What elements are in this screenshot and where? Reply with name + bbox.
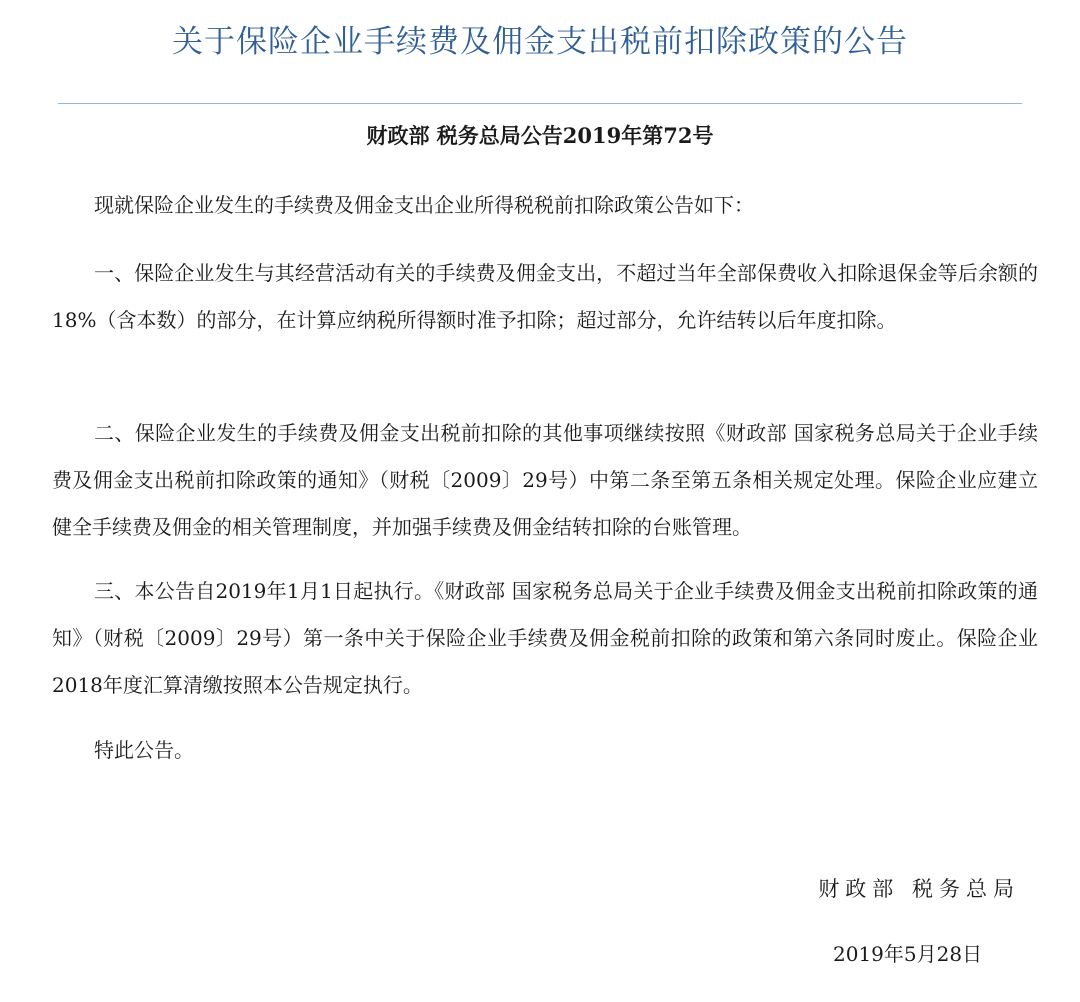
article-2-paragraph: 二、保险企业发生的手续费及佣金支出税前扣除的其他事项继续按照《财政部 国家税务总局关于企业手续费及佣金支出税前扣除政策的通知》（财税〔2009〕29号）中第二条至第五条相关规定处理。保险企业应建立健全手续费及佣金的相关管理制度，并加强手续费及佣金结转扣除的台账管理。 bbox=[52, 421, 1038, 539]
document-number: 财政部 税务总局公告2019年第72号 bbox=[366, 123, 714, 148]
intro-paragraph: 现就保险企业发生的手续费及佣金支出企业所得税税前扣除政策公告如下： bbox=[94, 193, 754, 217]
title-divider bbox=[58, 103, 1022, 104]
issuer-signature: 财政部 税务总局 bbox=[818, 877, 1020, 901]
page-title: 关于保险企业手续费及佣金支出税前扣除政策的公告 bbox=[172, 24, 908, 60]
article-3-paragraph: 三、本公告自2019年1月1日起执行。《财政部 国家税务总局关于企业手续费及佣金支出税前扣除政策的通知》（财税〔2009〕29号）第一条中关于保险企业手续费及佣金税前扣除的政策和第六条同时废止。保险企业2018年度汇算清缴按照本公告规定执行。 bbox=[52, 579, 1038, 697]
issue-date: 2019年5月28日 bbox=[833, 942, 983, 966]
closing-paragraph: 特此公告。 bbox=[94, 738, 194, 762]
article-1-paragraph: 一、保险企业发生与其经营活动有关的手续费及佣金支出，不超过当年全部保费收入扣除退保金等后余额的18%（含本数）的部分，在计算应纳税所得额时准予扣除；超过部分，允许结转以后年度扣除。 bbox=[52, 261, 1038, 332]
